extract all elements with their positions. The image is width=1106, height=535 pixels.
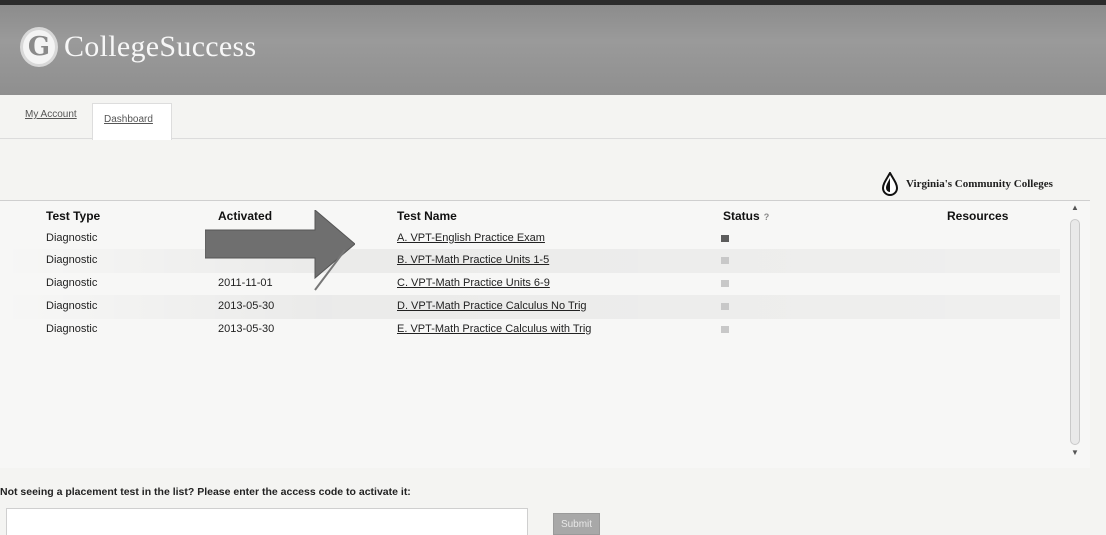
activated-cell: 2013-05-30 xyxy=(218,323,275,335)
table-row xyxy=(0,318,1060,342)
test-type-cell: Diagnostic xyxy=(46,254,98,266)
tab-dashboard[interactable] xyxy=(92,103,172,140)
partner-name: Virginia's Community Colleges xyxy=(906,178,1053,190)
partner-logo xyxy=(880,172,1053,196)
test-type-cell: Diagnostic xyxy=(46,300,98,312)
activated-cell: 2011-11-01 xyxy=(218,277,273,289)
status-indicator xyxy=(721,257,729,264)
test-name-link[interactable]: C. VPT-Math Practice Units 6-9 xyxy=(397,277,550,289)
column-header-status xyxy=(723,209,769,223)
activated-cell: 2013-05-30 xyxy=(218,300,275,312)
column-header-test-name: Test Name xyxy=(397,209,457,223)
scroll-up-icon[interactable]: ▲ xyxy=(1071,203,1079,212)
tab-my-account[interactable]: My Account xyxy=(25,109,77,120)
logo-icon: G xyxy=(20,27,58,67)
table-row xyxy=(0,227,1060,251)
test-name-link[interactable]: E. VPT-Math Practice Calculus with Trig xyxy=(397,323,592,335)
table-row xyxy=(0,295,1060,319)
test-type-cell: Diagnostic xyxy=(46,232,98,244)
test-name-link[interactable]: D. VPT-Math Practice Calculus No Trig xyxy=(397,300,587,312)
help-icon[interactable]: ? xyxy=(763,212,770,222)
logo-text: CollegeSuccess xyxy=(64,30,257,63)
column-header-resources: Resources xyxy=(947,209,1009,223)
status-indicator xyxy=(721,280,729,287)
test-table xyxy=(0,200,1090,468)
droplet-icon xyxy=(880,172,900,196)
test-name-link[interactable]: B. VPT-Math Practice Units 1-5 xyxy=(397,254,550,266)
test-name-link[interactable]: A. VPT-English Practice Exam xyxy=(397,232,545,244)
submit-button[interactable]: Submit xyxy=(553,513,600,535)
test-type-cell: Diagnostic xyxy=(46,277,98,289)
scroll-down-icon[interactable]: ▼ xyxy=(1071,448,1079,457)
tab-dashboard-label: Dashboard xyxy=(104,114,153,125)
column-header-test-type: Test Type xyxy=(46,209,101,223)
test-type-cell: Diagnostic xyxy=(46,323,98,335)
table-row xyxy=(0,272,1060,296)
status-indicator xyxy=(721,326,729,333)
scroll-thumb[interactable] xyxy=(1070,219,1080,445)
college-success-logo[interactable] xyxy=(20,27,257,67)
access-code-input[interactable] xyxy=(6,508,528,535)
tab-bar xyxy=(0,95,1106,139)
arrow-annotation-icon xyxy=(205,210,355,298)
table-scrollbar[interactable] xyxy=(1067,203,1083,465)
status-indicator xyxy=(721,235,729,242)
app-header xyxy=(0,0,1106,95)
table-row xyxy=(0,249,1060,273)
status-indicator xyxy=(721,303,729,310)
access-code-prompt: Not seeing a placement test in the list? Please enter the access code to activate it: xyxy=(0,486,411,498)
column-header-activated: Activated xyxy=(218,209,273,223)
status-header-label: Status xyxy=(723,209,760,223)
